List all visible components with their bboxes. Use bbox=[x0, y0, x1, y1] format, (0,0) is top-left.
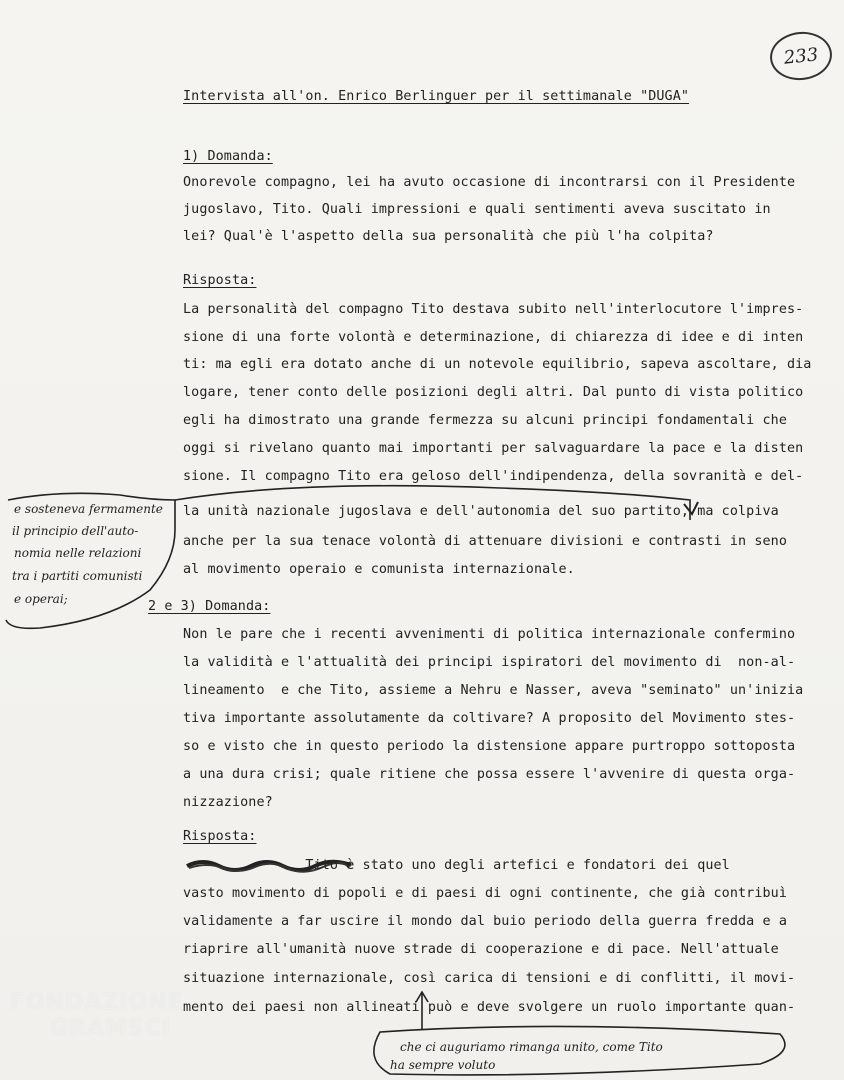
answer-1-line: anche per la sua tenace volontà di attenuare divisioni e contrasti in seno bbox=[183, 534, 787, 549]
answer-2-line: vasto movimento di popoli e di paesi di ogni continente, che già contribuì bbox=[183, 886, 787, 901]
margin-note-line: e sosteneva fermamente bbox=[14, 502, 163, 516]
answer-2-line: Tito è stato uno degli artefici e fondatori dei quel bbox=[183, 858, 730, 873]
question-2-line: nizzazione? bbox=[183, 795, 273, 810]
bottom-note-line: che ci auguriamo rimanga unito, come Tito bbox=[400, 1040, 663, 1054]
question-1-line: Onorevole compagno, lei ha avuto occasione di incontrarsi con il Presidente bbox=[183, 175, 796, 190]
margin-note-line: il principio dell'auto- bbox=[12, 524, 139, 538]
margin-note-line: tra i partiti comunisti bbox=[12, 569, 143, 583]
question-1-line: jugoslavo, Tito. Quali impressioni e quali sentimenti aveva suscitato in bbox=[183, 202, 771, 217]
answer-1-line: oggi si rivelano quanto mai importanti per salvaguardare la pace e la disten bbox=[183, 441, 804, 456]
answer-1-line: egli ha dimostrato una grande fermezza su alcuni principi fondamentali che bbox=[183, 413, 787, 428]
question-2-line: Non le pare che i recenti avvenimenti di politica internazionale confermino bbox=[183, 627, 796, 642]
answer-2-label: Risposta: bbox=[183, 829, 257, 844]
bottom-note-line: ha sempre voluto bbox=[390, 1058, 496, 1072]
answer-1-line: logare, tener conto delle posizioni degli altri. Dal punto di vista politico bbox=[183, 385, 804, 400]
watermark-line: FONDAZIONE bbox=[10, 990, 184, 1015]
answer-2-line: validamente a far uscire il mondo dal buio periodo della guerra fredda e a bbox=[183, 914, 787, 929]
answer-1-line: al movimento operaio e comunista internazionale. bbox=[183, 562, 575, 577]
question-2-label: 2 e 3) Domanda: bbox=[148, 599, 271, 614]
answer-1-label: Risposta: bbox=[183, 273, 257, 288]
page-number: 233 bbox=[768, 29, 835, 83]
answer-1-line: sione di una forte volontà e determinazione, di chiarezza di idee e di inten bbox=[183, 330, 804, 345]
question-1-line: lei? Qual'è l'aspetto della sua personalità che più l'ha colpita? bbox=[183, 229, 714, 244]
margin-note-line: e operai; bbox=[14, 592, 68, 606]
answer-1-line: ti: ma egli era dotato anche di un notevole equilibrio, sapeva ascoltare, dia bbox=[183, 357, 812, 372]
margin-note-line: nomia nelle relazioni bbox=[14, 546, 142, 560]
watermark-line: GRAMSCI bbox=[50, 1016, 172, 1041]
question-2-line: la validità e l'attualità dei principi ispiratori del movimento di non-al- bbox=[183, 655, 796, 670]
archive-watermark bbox=[10, 990, 184, 1042]
question-2-line: a una dura crisi; quale ritiene che possa essere l'avvenire di questa orga- bbox=[183, 767, 796, 782]
answer-1-line: La personalità del compagno Tito destava subito nell'interlocutore l'impres- bbox=[183, 302, 804, 317]
document-title: Intervista all'on. Enrico Berlinguer per il settimanale "DUGA" bbox=[183, 89, 690, 104]
answer-1-line: la unità nazionale jugoslava e dell'autonomia del suo partito, ma colpiva bbox=[183, 504, 779, 519]
answer-2-line: mento dei paesi non allineati può e deve svolgere un ruolo importante quan- bbox=[183, 1000, 796, 1015]
answer-1-line: sione. Il compagno Tito era geloso dell'indipendenza, della sovranità e del- bbox=[183, 469, 804, 484]
answer-2-line: riaprire all'umanità nuove strade di cooperazione e di pace. Nell'attuale bbox=[183, 942, 779, 957]
question-2-line: tiva importante assolutamente da coltivare? A proposito del Movimento stes- bbox=[183, 711, 796, 726]
question-2-line: so e visto che in questo periodo la distensione appare purtroppo sottoposta bbox=[183, 739, 796, 754]
question-1-label: 1) Domanda: bbox=[183, 149, 273, 164]
answer-2-line: situazione internazionale, così carica di tensioni e di conflitti, il movi- bbox=[183, 971, 796, 986]
question-2-line: lineamento e che Tito, assieme a Nehru e Nasser, aveva "seminato" un'inizia bbox=[183, 683, 804, 698]
